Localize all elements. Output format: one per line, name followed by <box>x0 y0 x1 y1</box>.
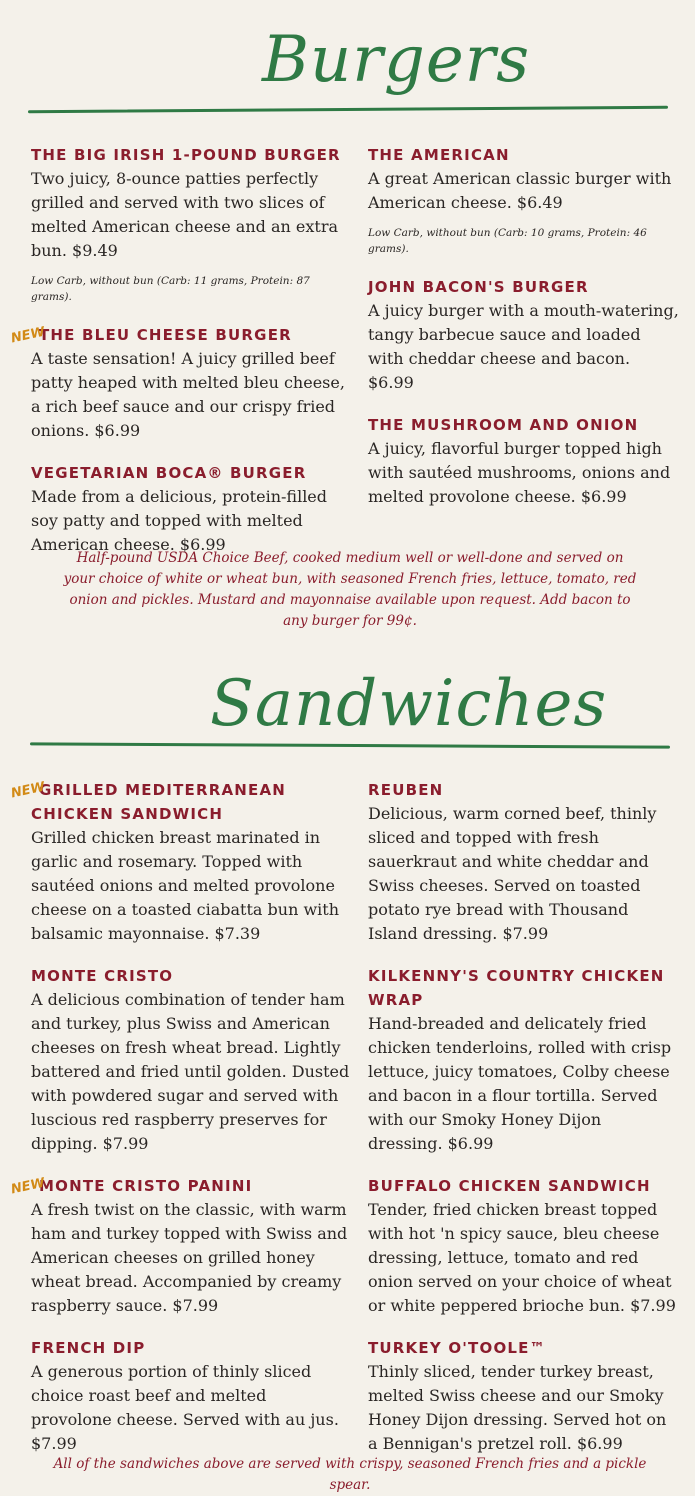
new-badge: NEW <box>9 779 47 802</box>
menu-item <box>31 964 351 1156</box>
menu-item <box>31 461 351 557</box>
item-description: Grilled chicken breast marinated in garlic and rosemary. Topped with sautéed onions and melted provolone cheese on a toasted ciabatta bun with balsamic mayonnaise. $7.39 <box>31 828 340 943</box>
item-description: Two juicy, 8-ounce patties perfectly grilled and served with two slices of melted American cheese and an extra bun. $9.49 <box>31 169 339 260</box>
item-name: VEGETARIAN BOCA® BURGER <box>31 464 307 482</box>
item-name: KILKENNY'S COUNTRY CHICKEN WRAP <box>368 967 665 1009</box>
menu-item <box>9 1174 351 1318</box>
item-description: A great American classic burger with American cheese. $6.49 <box>368 169 672 212</box>
menu-item <box>368 964 680 1156</box>
sandwiches-title: Sandwiches <box>210 667 608 741</box>
item-name: REUBEN <box>368 781 444 799</box>
sandwiches-right-column <box>368 778 680 1474</box>
item-description: A juicy burger with a mouth-watering, tangy barbecue sauce and loaded with cheddar cheese and bacon. $6.99 <box>368 301 679 392</box>
menu-item <box>368 778 680 946</box>
burgers-right-column <box>368 143 680 527</box>
item-name: THE MUSHROOM AND ONION <box>368 416 639 434</box>
menu-item <box>31 143 351 305</box>
item-description: A fresh twist on the classic, with warm ham and turkey topped with Swiss and American cheeses on grilled honey wheat bread. Accompanied by creamy raspberry sauce. $7.99 <box>31 1200 348 1315</box>
item-nutrition-note: Low Carb, without bun (Carb: 10 grams, Protein: 46 grams). <box>368 227 647 255</box>
item-description: Thinly sliced, tender turkey breast, melted Swiss cheese and our Smoky Honey Dijon dressing. Served hot on a Bennigan's pretzel roll. $6.99 <box>368 1362 667 1453</box>
menu-item <box>9 778 351 946</box>
menu-item <box>368 275 680 395</box>
sandwiches-divider <box>30 742 670 748</box>
item-name: THE BIG IRISH 1-POUND BURGER <box>31 146 341 164</box>
new-badge: NEW <box>9 324 47 347</box>
item-nutrition-note: Low Carb, without bun (Carb: 11 grams, Protein: 87 grams). <box>31 275 310 303</box>
item-name: JOHN BACON'S BURGER <box>368 278 589 296</box>
item-description: A juicy, flavorful burger topped high with sautéed mushrooms, onions and melted provolone cheese. $6.99 <box>368 439 671 506</box>
burgers-footnote: Half-pound USDA Choice Beef, cooked medium well or well-done and served on your choice of white or wheat bun, with seasoned French fries, lettuce, tomato, red onion and pickles. Mustard and mayonnaise available upon request. Add bacon to any burger for 99¢. <box>63 550 637 629</box>
burgers-left-column <box>9 143 351 575</box>
menu-item <box>368 1336 680 1456</box>
item-name-row <box>9 1174 351 1198</box>
item-name: THE BLEU CHEESE BURGER <box>39 326 292 344</box>
sandwiches-footnote: All of the sandwiches above are served with crispy, seasoned French fries and a pickle spear. <box>53 1456 647 1493</box>
menu-item <box>31 1336 351 1456</box>
item-name: THE AMERICAN <box>368 146 510 164</box>
menu-item <box>368 143 680 257</box>
item-description: A generous portion of thinly sliced choice roast beef and melted provolone cheese. Served with au jus. $7.99 <box>31 1362 339 1453</box>
item-description: Hand-breaded and delicately fried chicken tenderloins, rolled with crisp lettuce, juicy tomatoes, Colby cheese and bacon in a flour tortilla. Served with our Smoky Honey Dijon dressing. $6.99 <box>368 1014 672 1153</box>
menu-item <box>368 1174 680 1318</box>
item-name: GRILLED MEDITERRANEAN CHICKEN SANDWICH <box>31 781 287 823</box>
new-badge: NEW <box>9 1175 47 1198</box>
item-description: A taste sensation! A juicy grilled beef patty heaped with melted bleu cheese, a rich beef sauce and our crispy fried onions. $6.99 <box>31 349 345 440</box>
item-name: MONTE CRISTO <box>31 967 174 985</box>
burgers-title: Burgers <box>262 23 531 97</box>
item-name-row <box>9 323 351 347</box>
item-name: TURKEY O'TOOLE™ <box>368 1339 546 1357</box>
item-name-row <box>9 778 351 826</box>
item-description: Made from a delicious, protein-filled soy patty and topped with melted American cheese. $6.99 <box>31 487 328 554</box>
item-description: Delicious, warm corned beef, thinly sliced and topped with fresh sauerkraut and white cheddar and Swiss cheeses. Served on toasted potato rye bread with Thousand Island dressing. $7.99 <box>368 804 657 943</box>
item-description: Tender, fried chicken breast topped with hot 'n spicy sauce, bleu cheese dressing, lettuce, tomato and red onion served on your choice of wheat or white peppered brioche bun. $7.99 <box>368 1200 676 1315</box>
item-name: BUFFALO CHICKEN SANDWICH <box>368 1177 651 1195</box>
menu-item <box>368 413 680 509</box>
item-name: MONTE CRISTO PANINI <box>39 1177 253 1195</box>
burgers-divider <box>28 106 668 113</box>
menu-item <box>9 323 351 443</box>
item-description: A delicious combination of tender ham and turkey, plus Swiss and American cheeses on fresh wheat bread. Lightly battered and fried until golden. Dusted with powdered sugar and served with luscious red raspberry preserves for dipping. $7.99 <box>31 990 350 1153</box>
sandwiches-left-column <box>9 778 351 1474</box>
item-name: FRENCH DIP <box>31 1339 146 1357</box>
